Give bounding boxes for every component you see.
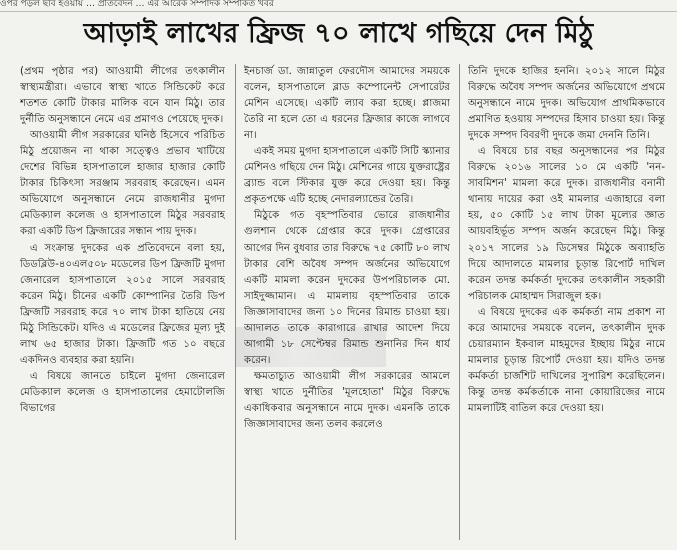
paragraph: ইনচার্জ ডা. জান্নাতুল ফেরদৌস আমাদের সময়কে বলেন, হাসপাতালে ব্লাড কম্পোনেন্ট সেপারেটর মেশিন এসেছে। একটি ল্যাব করা হচ্ছে। প্লাজমা তৈরি না হলে তো এ ধরনের ফ্রিজার কাজে লাগবে না। [244,66,450,142]
paragraph: এ সংক্রান্ত দুদকের এক প্রতিবেদনে বলা হয়, ডিডব্লিউ-৪০এল৫০৮ মডেলের ডিপ ফ্রিজটি মুগদা জেনারেল হাসপাতালে ২০১৫ সালে সরবরাহ করেন মিঠু। চীনের একটি কোম্পানির তৈরি ডিপ ফ্রিজটি সরবরাহ করে ৭০ লাখ টাকা হাতিয়ে নেয় মিঠু সিন্ডিকেট। যদিও এ মডেলের ফ্রিজের মূল্য দুই লাখ ৬৫ হাজার টাকা। ফ্রিজটি গত ১০ বছরে একদিনও ব্যবহার করা হয়নি। [20,242,225,366]
article-column-3 [468,64,665,544]
paragraph: তিনি দুদকে হাজির হননি। ২০১২ সালে মিঠুর বিরুদ্ধে অবৈধ সম্পদ অর্জনের অভিযোগে প্রথমে অনুসন্ধানে নামে দুদক। অভিযোগ প্রাথমিকভাবে প্রমাণিত হওয়ায় সম্পদের হিসাব চাওয়া হয়। কিন্তু দুদকে সম্পদ বিবরণী দুদকে জমা দেননি তিনি। [468,66,665,142]
article-column-1 [20,64,225,544]
paragraph: ক্ষমতাচ্যুত আওয়ামী লীগ সরকারের আমলে স্বাস্থ্য খাতে দুর্নীতির 'মূলহোতা' মিঠুর বিরুদ্ধে একাধিকবার অনুসন্ধানে নামে দুদক। এমনকি তাকে জিজ্ঞাসাবাদের জন্য তলব করলেও [244,370,450,431]
paragraph: মিঠুকে গত বৃহস্পতিবার ভোরে রাজধানীর গুলশান থেকে গ্রেপ্তার করে দুদক। গ্রেপ্তারের আগের দিন বুধবার তার বিরুদ্ধে ৭৫ কোটি ৮০ লাখ টাকার বেশি অবৈধ সম্পদ অর্জনের অভিযোগে একটি মামলা করেন দুদকের উপপরিচালক মো. সাইদুজ্জামান। এ মামলায় বৃহস্পতিবার তাকে জিজ্ঞাসাবাদের জন্য ১০ দিনের রিমান্ড চাওয়া হয়। আদালত তাকে কারাগারে রাখার আদেশ দিয়ে আগামী ১৮ সেপ্টেম্বর রিমান্ড শুনানির দিন ধার্য করেন। [244,210,450,366]
paragraph: (প্রথম পৃষ্ঠার পর) আওয়ামী লীগের তৎকালীন স্বাস্থ্যমন্ত্রীরা। এভাবে স্বাস্থ্য খাতে সিন্ডিকেট করে শতশত কোটি টাকার মালিক বনে যান মিঠু। তার দুর্নীতি অনুসন্ধানে নেমে এর প্রমাণও পেয়েছে দুদক। [20,66,225,126]
headline: আড়াই লাখের ফ্রিজ ৭০ লাখে গছিয়ে দেন মিঠু [83,18,594,49]
top-divider [0,11,677,12]
paragraph: এ বিষয়ে দুদকের এক কর্মকর্তা নাম প্রকাশ না করে আমাদের সময়কে বলেন, তৎকালীন দুদক চেয়ারম্যান ইকবাল মাহমুদের ইচ্ছায় মিঠুর নামে মামলার চূড়ান্ত রিপোর্ট দেওয়া হয়। যদিও তদন্ত কর্মকর্তা চার্জশিট দাখিলের সুপারিশ করেছিলেন। কিন্তু তদন্ত কর্মকর্তাকে নানা কোয়ারিজের নামে মামলাটিই বাতিল করে দেওয়া হয়। [468,306,665,414]
paragraph: আওয়ামী লীগ সরকারের ঘনিষ্ঠ হিসেবে পরিচিত মিঠু প্রয়োজন না থাকা সত্ত্বেও প্রভাব খাটিয়ে দেশের বিভিন্ন হাসপাতালে হাজার হাজার কোটি টাকার চিকিৎসা সরঞ্জাম সরবরাহ করেছেন। এমন অভিযোগে অনুসন্ধানে নেমে রাজধানীর মুগদা মেডিক্যাল কলেজ ও হাসপাতালে মিঠুর সরবরাহ করা একটি ডিপ ফ্রিজারের সন্ধান পায় দুদক। [20,130,225,238]
paragraph: এ বিষয়ে চার বছর অনুসন্ধানের পর মিঠুর বিরুদ্ধে ২০১৬ সালের ১০ মে একটি 'নন-সাবমিশন' মামলা করে দুদক। রাজধানীর বনানী থানায় দায়ের করা ওই মামলার এজাহারে বলা হয়, ৫০ কোটি ১৫ লাখ টাকা মূল্যের জ্ঞাত আয়বহির্ভূত সম্পদ অর্জন করেছেন মিঠু। কিন্তু ২০১৭ সালের ১৯ ডিসেম্বর মিঠুকে অব্যাহতি দিয়ে আদালতে মামলার চূড়ান্ত রিপোর্ট দাখিল করেন তদন্ত কর্মকর্তা দুদকের তৎকালীন সহকারী পরিচালক মোহাম্মদ সিরাজুল হক। [468,146,665,302]
column-divider [459,64,460,540]
column-divider [235,64,236,540]
paragraph: এ বিষয়ে জানতে চাইলে মুগদা জেনারেল মেডিক্যাল কলেজ ও হাসপাতালের হেমাটোলজি বিভাগের [20,370,225,414]
article-column-2 [244,64,450,544]
previous-article-strip: ওপর পড়ল ছবি হওয়ায় … প্রতিবেদন … এর আরেক সম্পাদক সম্পর্কিত খবর [0,0,274,9]
paragraph: একই সময় মুগদা হাসপাতালে একটি সিটি স্ক্যানার মেশিনও গছিয়ে দেন মিঠু। মেশিনের গায়ে যুক্তরাষ্ট্রের ব্র্যান্ড বলে স্টিকার যুক্ত করে দেওয়া হয়। কিন্তু প্রকৃতপক্ষে এটি হচ্ছে নেদারল্যান্ডের তৈরি। [244,146,450,206]
